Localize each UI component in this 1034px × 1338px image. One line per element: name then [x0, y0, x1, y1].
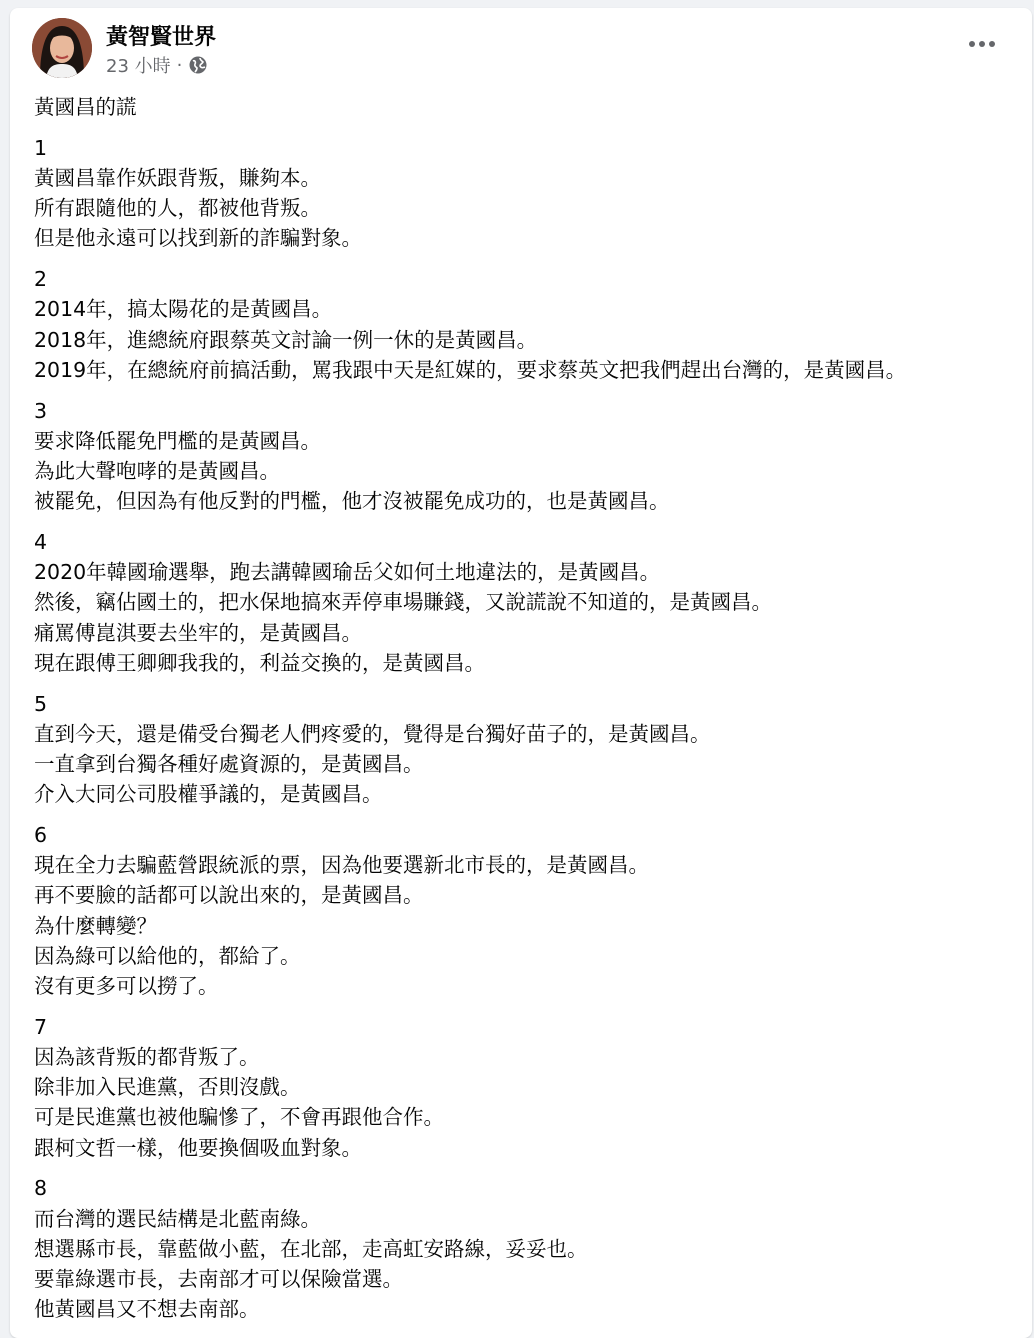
section-number: 7	[34, 1014, 48, 1039]
section-line: 因為綠可以給他的，都給了。	[34, 943, 301, 968]
post-section-7	[34, 1012, 1014, 1163]
post-section-5	[34, 689, 1014, 810]
section-line: 再不要臉的話都可以說出來的，是黃國昌。	[34, 883, 424, 908]
section-line: 除非加入民進黨，否則沒戲。	[34, 1075, 301, 1100]
section-number: 5	[34, 691, 48, 716]
section-line: 現在跟傅王卿卿我我的，利益交換的，是黃國昌。	[34, 650, 485, 675]
section-line: 為此大聲咆哮的是黃國昌。	[34, 459, 280, 484]
avatar-portrait	[32, 18, 92, 78]
author-avatar[interactable]	[32, 18, 92, 78]
section-line: 直到今天，還是備受台獨老人們疼愛的，覺得是台獨好苗子的，是黃國昌。	[34, 721, 711, 746]
post-section-2	[34, 264, 1014, 385]
post-section-4	[34, 527, 1014, 678]
section-line: 黃國昌靠作妖跟背叛，賺夠本。	[34, 166, 321, 190]
post-section-6	[34, 820, 1014, 1001]
section-number: 4	[34, 530, 48, 555]
section-line: 他黃國昌又不想去南部。	[34, 1297, 260, 1322]
section-line: 要靠綠選市長，去南部才可以保險當選。	[34, 1267, 403, 1292]
post-section-8	[34, 1173, 1014, 1324]
author-name[interactable]: 黃智賢世界	[106, 25, 217, 50]
section-line: 想選縣市長，靠藍做小藍，在北部，走高虹安路線，妥妥也。	[34, 1236, 588, 1261]
section-line: 為什麼轉變？	[34, 913, 157, 938]
post-timestamp[interactable]: 23 小時	[106, 56, 171, 77]
post-header	[10, 8, 1032, 88]
section-number: 1	[34, 135, 48, 160]
globe-icon[interactable]	[188, 55, 208, 75]
section-number: 8	[34, 1176, 48, 1201]
section-line: 然後，竊佔國土的，把水保地搞來弄停車場賺錢，又說謊說不知道的，是黃國昌。	[34, 590, 772, 615]
post-section-3	[34, 396, 1014, 517]
post-title: 黃國昌的謊	[34, 95, 137, 119]
section-line: 介入大同公司股權爭議的，是黃國昌。	[34, 782, 383, 807]
meta-separator: ·	[176, 54, 183, 76]
section-line: 2019年，在總統府前搞活動，罵我跟中天是紅媒的，要求蔡英文把我們趕出台灣的，是黃國昌。	[34, 357, 907, 382]
section-line: 2018年，進總統府跟蔡英文討論一例一休的是黃國昌。	[34, 327, 538, 352]
section-line: 一直拿到台獨各種好處資源的，是黃國昌。	[34, 752, 424, 777]
post-card	[10, 8, 1032, 1338]
section-number: 6	[34, 823, 48, 848]
section-line: 所有跟隨他的人，都被他背叛。	[34, 196, 321, 221]
section-number: 3	[34, 398, 48, 423]
post-meta	[106, 52, 208, 78]
section-line: 可是民進黨也被他騙慘了，不會再跟他合作。	[34, 1105, 444, 1130]
section-line: 現在全力去騙藍營跟統派的票，因為他要選新北市長的，是黃國昌。	[34, 853, 649, 878]
section-line: 沒有更多可以撈了。	[34, 974, 219, 999]
section-line: 痛罵傅崑淇要去坐牢的，是黃國昌。	[34, 620, 362, 645]
section-number: 2	[34, 267, 48, 292]
post-body	[34, 92, 1014, 1335]
section-line: 被罷免，但因為有他反對的門檻，他才沒被罷免成功的，也是黃國昌。	[34, 489, 670, 514]
section-line: 要求降低罷免門檻的是黃國昌。	[34, 428, 321, 453]
section-line: 跟柯文哲一樣，他要換個吸血對象。	[34, 1135, 362, 1160]
more-options-icon[interactable]	[962, 30, 1002, 58]
section-line: 2014年，搞太陽花的是黃國昌。	[34, 297, 333, 322]
section-line: 2020年韓國瑜選舉，跑去講韓國瑜岳父如何土地違法的，是黃國昌。	[34, 560, 661, 585]
post-section-1	[34, 133, 1014, 254]
section-line: 而台灣的選民結構是北藍南綠。	[34, 1206, 321, 1231]
section-line: 因為該背叛的都背叛了。	[34, 1045, 260, 1070]
section-line: 但是他永遠可以找到新的詐騙對象。	[34, 226, 362, 251]
